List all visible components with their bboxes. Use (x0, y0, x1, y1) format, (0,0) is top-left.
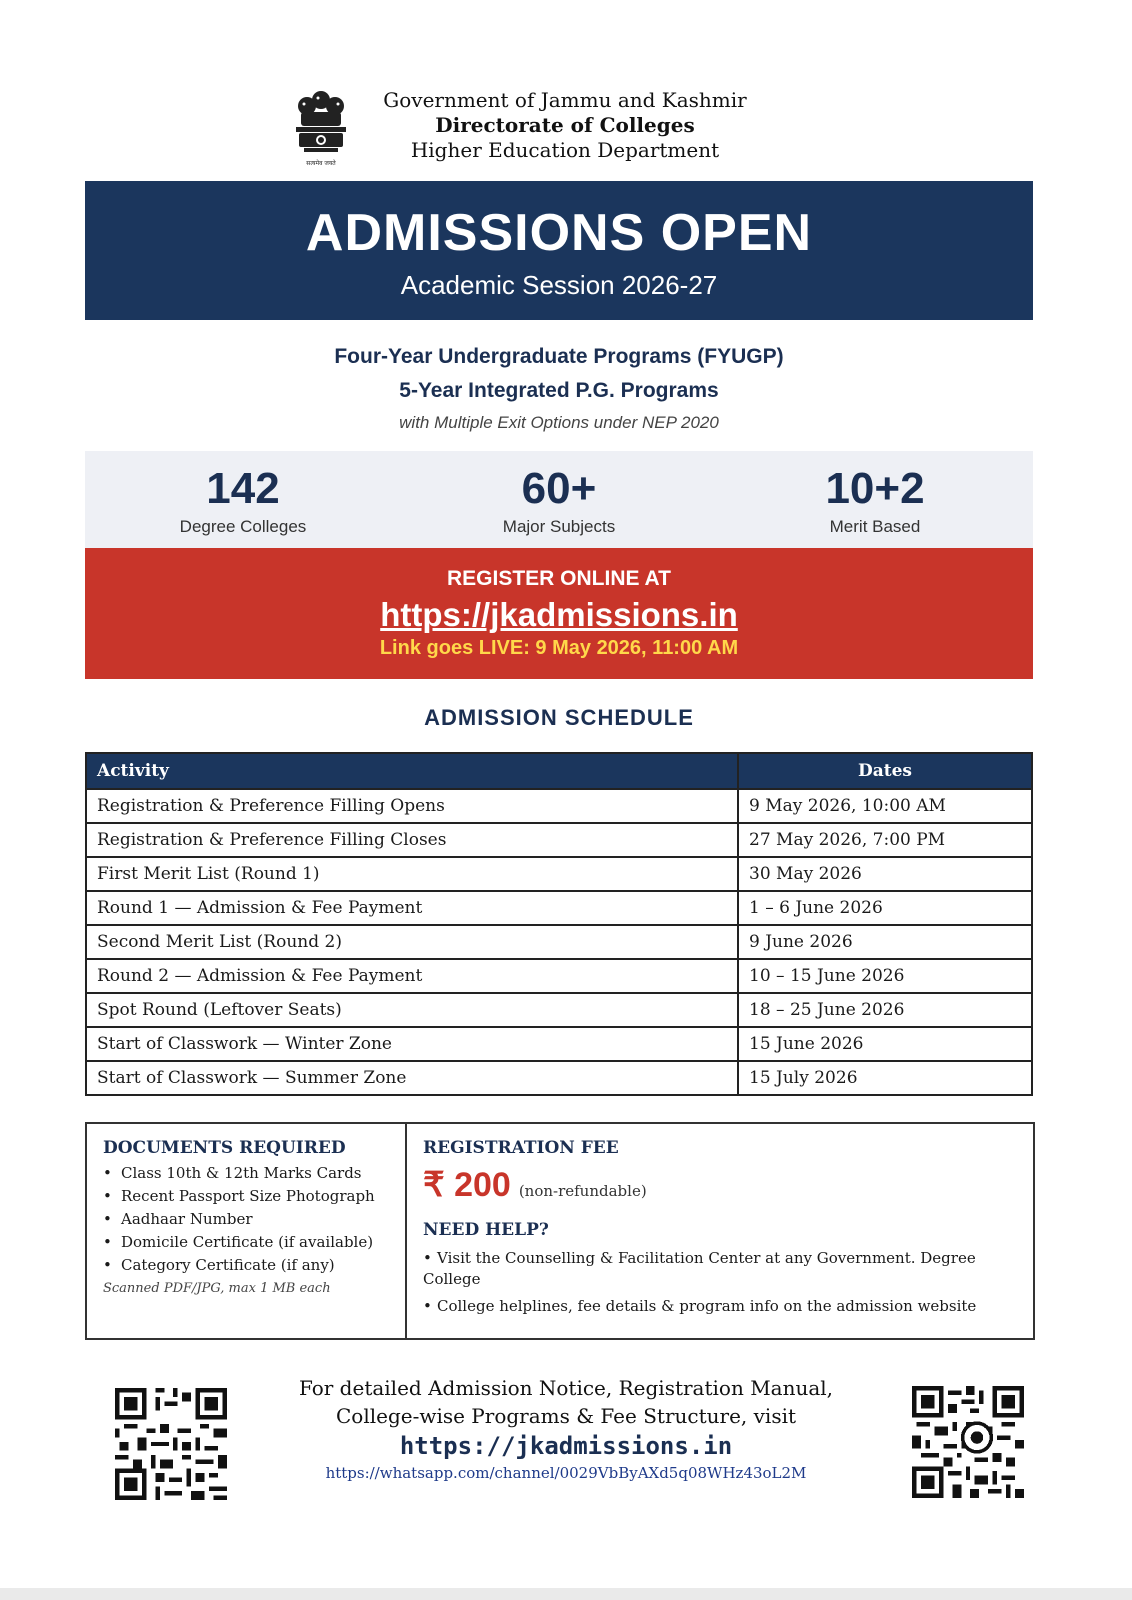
stat-degree-colleges (85, 451, 401, 548)
date-cell: 9 June 2026 (738, 925, 1032, 959)
list-item: • Domicile Certificate (if available) (103, 1231, 405, 1254)
register-url-link[interactable]: https://jkadmissions.in (380, 596, 738, 633)
table-row (86, 857, 1032, 891)
activity-cell: Spot Round (Leftover Seats) (86, 993, 738, 1027)
table-row (86, 1027, 1032, 1061)
stat-value: 142 (206, 464, 280, 513)
programs-section (85, 340, 1033, 438)
table-row (86, 993, 1032, 1027)
stat-label: Degree Colleges (179, 517, 307, 536)
whatsapp-channel-link[interactable]: https://whatsapp.com/channel/0029VbByAXd5q08WHz43oL2M (325, 1464, 807, 1482)
fee-heading: REGISTRATION FEE (423, 1138, 619, 1158)
activity-cell: Second Merit List (Round 2) (86, 925, 738, 959)
stats-strip (85, 451, 1033, 548)
date-cell: 10 – 15 June 2026 (738, 959, 1032, 993)
table-row (86, 891, 1032, 925)
date-cell: 15 July 2026 (738, 1061, 1032, 1095)
documents-heading: DOCUMENTS REQUIRED (103, 1138, 346, 1158)
help-item-helplines: • College helplines, fee details & program info on the admission website (423, 1296, 1033, 1317)
activity-cell: First Merit List (Round 1) (86, 857, 738, 891)
footer-line-1: For detailed Admission Notice, Registration Manual, (298, 1376, 834, 1400)
column-header-activity: Activity (86, 753, 738, 789)
stat-major-subjects (401, 451, 717, 548)
date-cell: 27 May 2026, 7:00 PM (738, 823, 1032, 857)
emblem-caption: सत्यमेव जयते (306, 160, 336, 167)
national-emblem-icon (290, 86, 352, 170)
program-fyugp: Four-Year Undergraduate Programs (FYUGP) (334, 345, 784, 368)
date-cell: 30 May 2026 (738, 857, 1032, 891)
activity-cell: Start of Classwork — Summer Zone (86, 1061, 738, 1095)
stat-merit-based (717, 451, 1033, 548)
activity-cell: Registration & Preference Filling Opens (86, 789, 738, 823)
table-header-row (86, 753, 1032, 789)
info-box (85, 1122, 1035, 1340)
column-header-dates: Dates (738, 753, 1032, 789)
whatsapp-qr-code (912, 1386, 1024, 1498)
help-item-counselling: • Visit the Counselling & Facilitation Center at any Government. Degree College (423, 1248, 1033, 1290)
list-item: • Recent Passport Size Photograph (103, 1185, 405, 1208)
date-cell: 9 May 2026, 10:00 AM (738, 789, 1032, 823)
documents-section (87, 1124, 407, 1338)
activity-cell: Round 1 — Admission & Fee Payment (86, 891, 738, 925)
activity-cell: Round 2 — Admission & Fee Payment (86, 959, 738, 993)
register-label: REGISTER ONLINE AT (446, 567, 671, 590)
documents-list (103, 1162, 405, 1277)
list-item: • Category Certificate (if any) (103, 1254, 405, 1277)
footer-website-link[interactable]: https://jkadmissions.in (399, 1432, 733, 1460)
table-row (86, 959, 1032, 993)
register-panel (85, 548, 1033, 679)
stat-label: Merit Based (829, 517, 921, 536)
fee-note: (non-refundable) (518, 1182, 647, 1200)
link-live-note: Link goes LIVE: 9 May 2026, 11:00 AM (379, 637, 739, 659)
activity-cell: Registration & Preference Filling Closes (86, 823, 738, 857)
date-cell: 18 – 25 June 2026 (738, 993, 1032, 1027)
footer-line-2: College-wise Programs & Fee Structure, visit (335, 1404, 797, 1428)
table-row (86, 1061, 1032, 1095)
department-name: Higher Education Department (410, 138, 720, 162)
stat-value: 60+ (521, 464, 597, 513)
government-name: Government of Jammu and Kashmir (383, 88, 747, 112)
list-item: • Aadhaar Number (103, 1208, 405, 1231)
banner-subtitle: Academic Session 2026-27 (400, 270, 718, 300)
fee-row (423, 1164, 1033, 1212)
header-text (360, 88, 770, 163)
help-heading: NEED HELP? (423, 1220, 549, 1240)
table-row (86, 925, 1032, 959)
documents-note: Scanned PDF/JPG, max 1 MB each (103, 1281, 331, 1296)
schedule-title: ADMISSION SCHEDULE (424, 705, 694, 730)
directorate-name: Directorate of Colleges (435, 113, 695, 137)
list-item: • Class 10th & 12th Marks Cards (103, 1162, 405, 1185)
admissions-banner (85, 181, 1033, 320)
stat-value: 10+2 (825, 464, 925, 513)
program-integrated-pg: 5-Year Integrated P.G. Programs (399, 379, 719, 402)
admission-schedule-table (85, 752, 1033, 1096)
fee-help-section (407, 1124, 1033, 1338)
fee-amount: ₹ 200 (423, 1166, 511, 1204)
program-note: with Multiple Exit Options under NEP 2020 (399, 413, 719, 432)
page-bottom-strip (0, 1588, 1132, 1600)
stat-label: Major Subjects (502, 517, 616, 536)
website-qr-code (115, 1388, 227, 1500)
footer-info (270, 1374, 862, 1484)
date-cell: 15 June 2026 (738, 1027, 1032, 1061)
banner-title: ADMISSIONS OPEN (305, 204, 813, 262)
date-cell: 1 – 6 June 2026 (738, 891, 1032, 925)
table-row (86, 789, 1032, 823)
table-row (86, 823, 1032, 857)
activity-cell: Start of Classwork — Winter Zone (86, 1027, 738, 1061)
